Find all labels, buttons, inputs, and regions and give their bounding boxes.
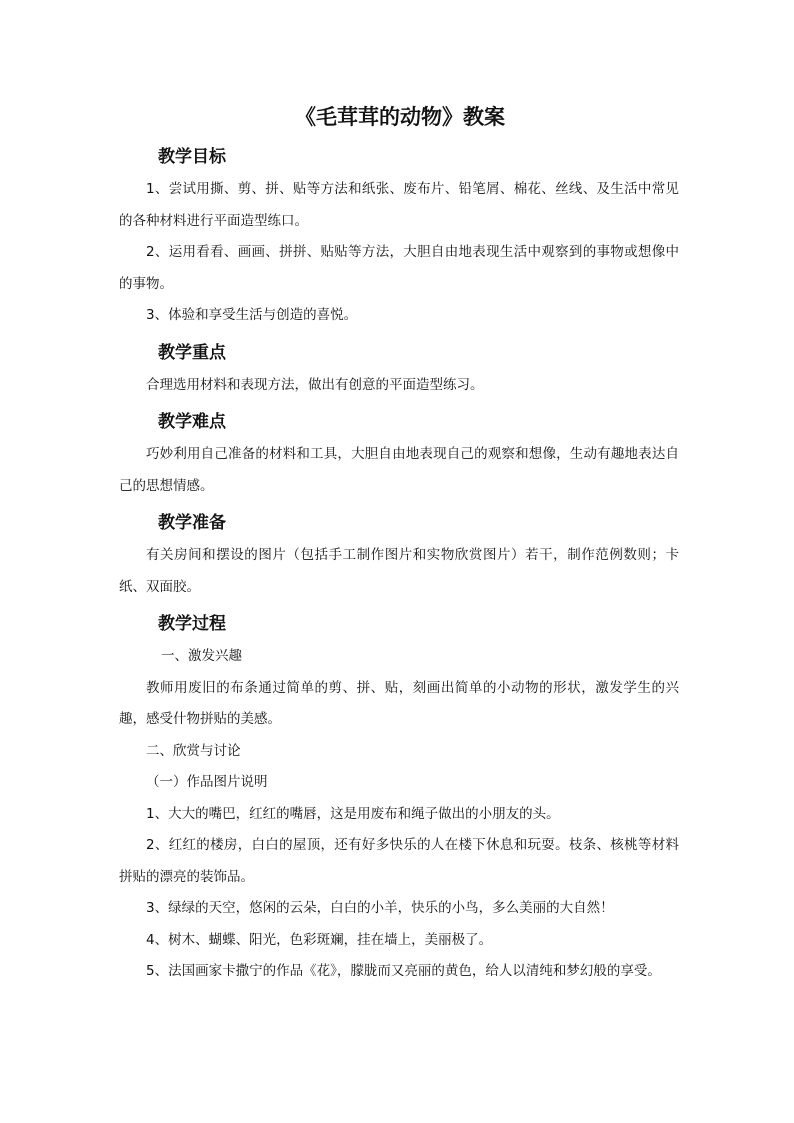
artwork-item-4: 4、树木、蝴蝶、阳光，色彩斑斓，挂在墙上，美丽极了。 — [146, 931, 493, 948]
process-sub-1-title: （一）作品图片说明 — [146, 774, 268, 790]
artwork-item-1: 1、大大的嘴巴，红红的嘴唇，这是用废布和绳子做出的小朋友的头。 — [146, 805, 560, 822]
difficulties-text: 巧妙利用自己准备的材料和工具，大胆自由地表现自己的观察和想像，生动有趣地表达自己的思想情感。 — [119, 446, 679, 494]
key-points-text: 合理选用材料和表现方法，做出有创意的平面造型练习。 — [146, 376, 484, 393]
document-body — [119, 98, 679, 988]
preparation-text: 有关房间和摆设的图片（包括手工制作图片和实物欣赏图片）若干，制作范例数则；卡纸、双面胶。 — [119, 547, 679, 595]
page-title: 《毛茸茸的动物》教案 — [295, 105, 505, 129]
goal-item-3: 3、体验和享受生活与创造的喜悦。 — [146, 307, 358, 323]
heading-process: 教学过程 — [158, 614, 226, 634]
process-step-1-title: 一、激发兴趣 — [161, 648, 242, 664]
artwork-item-2: 2、红红的楼房，白白的屋顶，还有好多快乐的人在楼下休息和玩耍。枝条、核桃等材料拼贴的漂亮的装饰品。 — [119, 837, 679, 885]
heading-key-points: 教学重点 — [158, 342, 226, 363]
artwork-item-3: 3、绿绿的天空，悠闲的云朵，白白的小羊，快乐的小鸟，多么美丽的大自然！ — [146, 900, 614, 916]
process-step-1-text: 教师用废旧的布条通过简单的剪、拼、贴，刻画出简单的小动物的形状，激发学生的兴趣，感受什物拼贴的美感。 — [119, 679, 679, 727]
heading-goals: 教学目标 — [158, 147, 226, 167]
artwork-item-5: 5、法国画家卡撒宁的作品《花》，朦胧而又亮丽的黄色，给人以清纯和梦幻般的享受。 — [146, 963, 661, 979]
goal-item-2: 2、运用看看、画画、拼拼、贴贴等方法，大胆自由地表现生活中观察到的事物或想像中的事物。 — [119, 244, 679, 292]
heading-preparation: 教学准备 — [158, 513, 226, 533]
process-step-2-title: 二、欣赏与讨论 — [146, 742, 241, 759]
heading-difficulties: 教学难点 — [158, 412, 226, 432]
goal-item-1: 1、尝试用撕、剪、拼、贴等方法和纸张、废布片、铅笔屑、棉花、丝线、及生活中常见的各种材料进行平面造型练口。 — [119, 181, 679, 229]
